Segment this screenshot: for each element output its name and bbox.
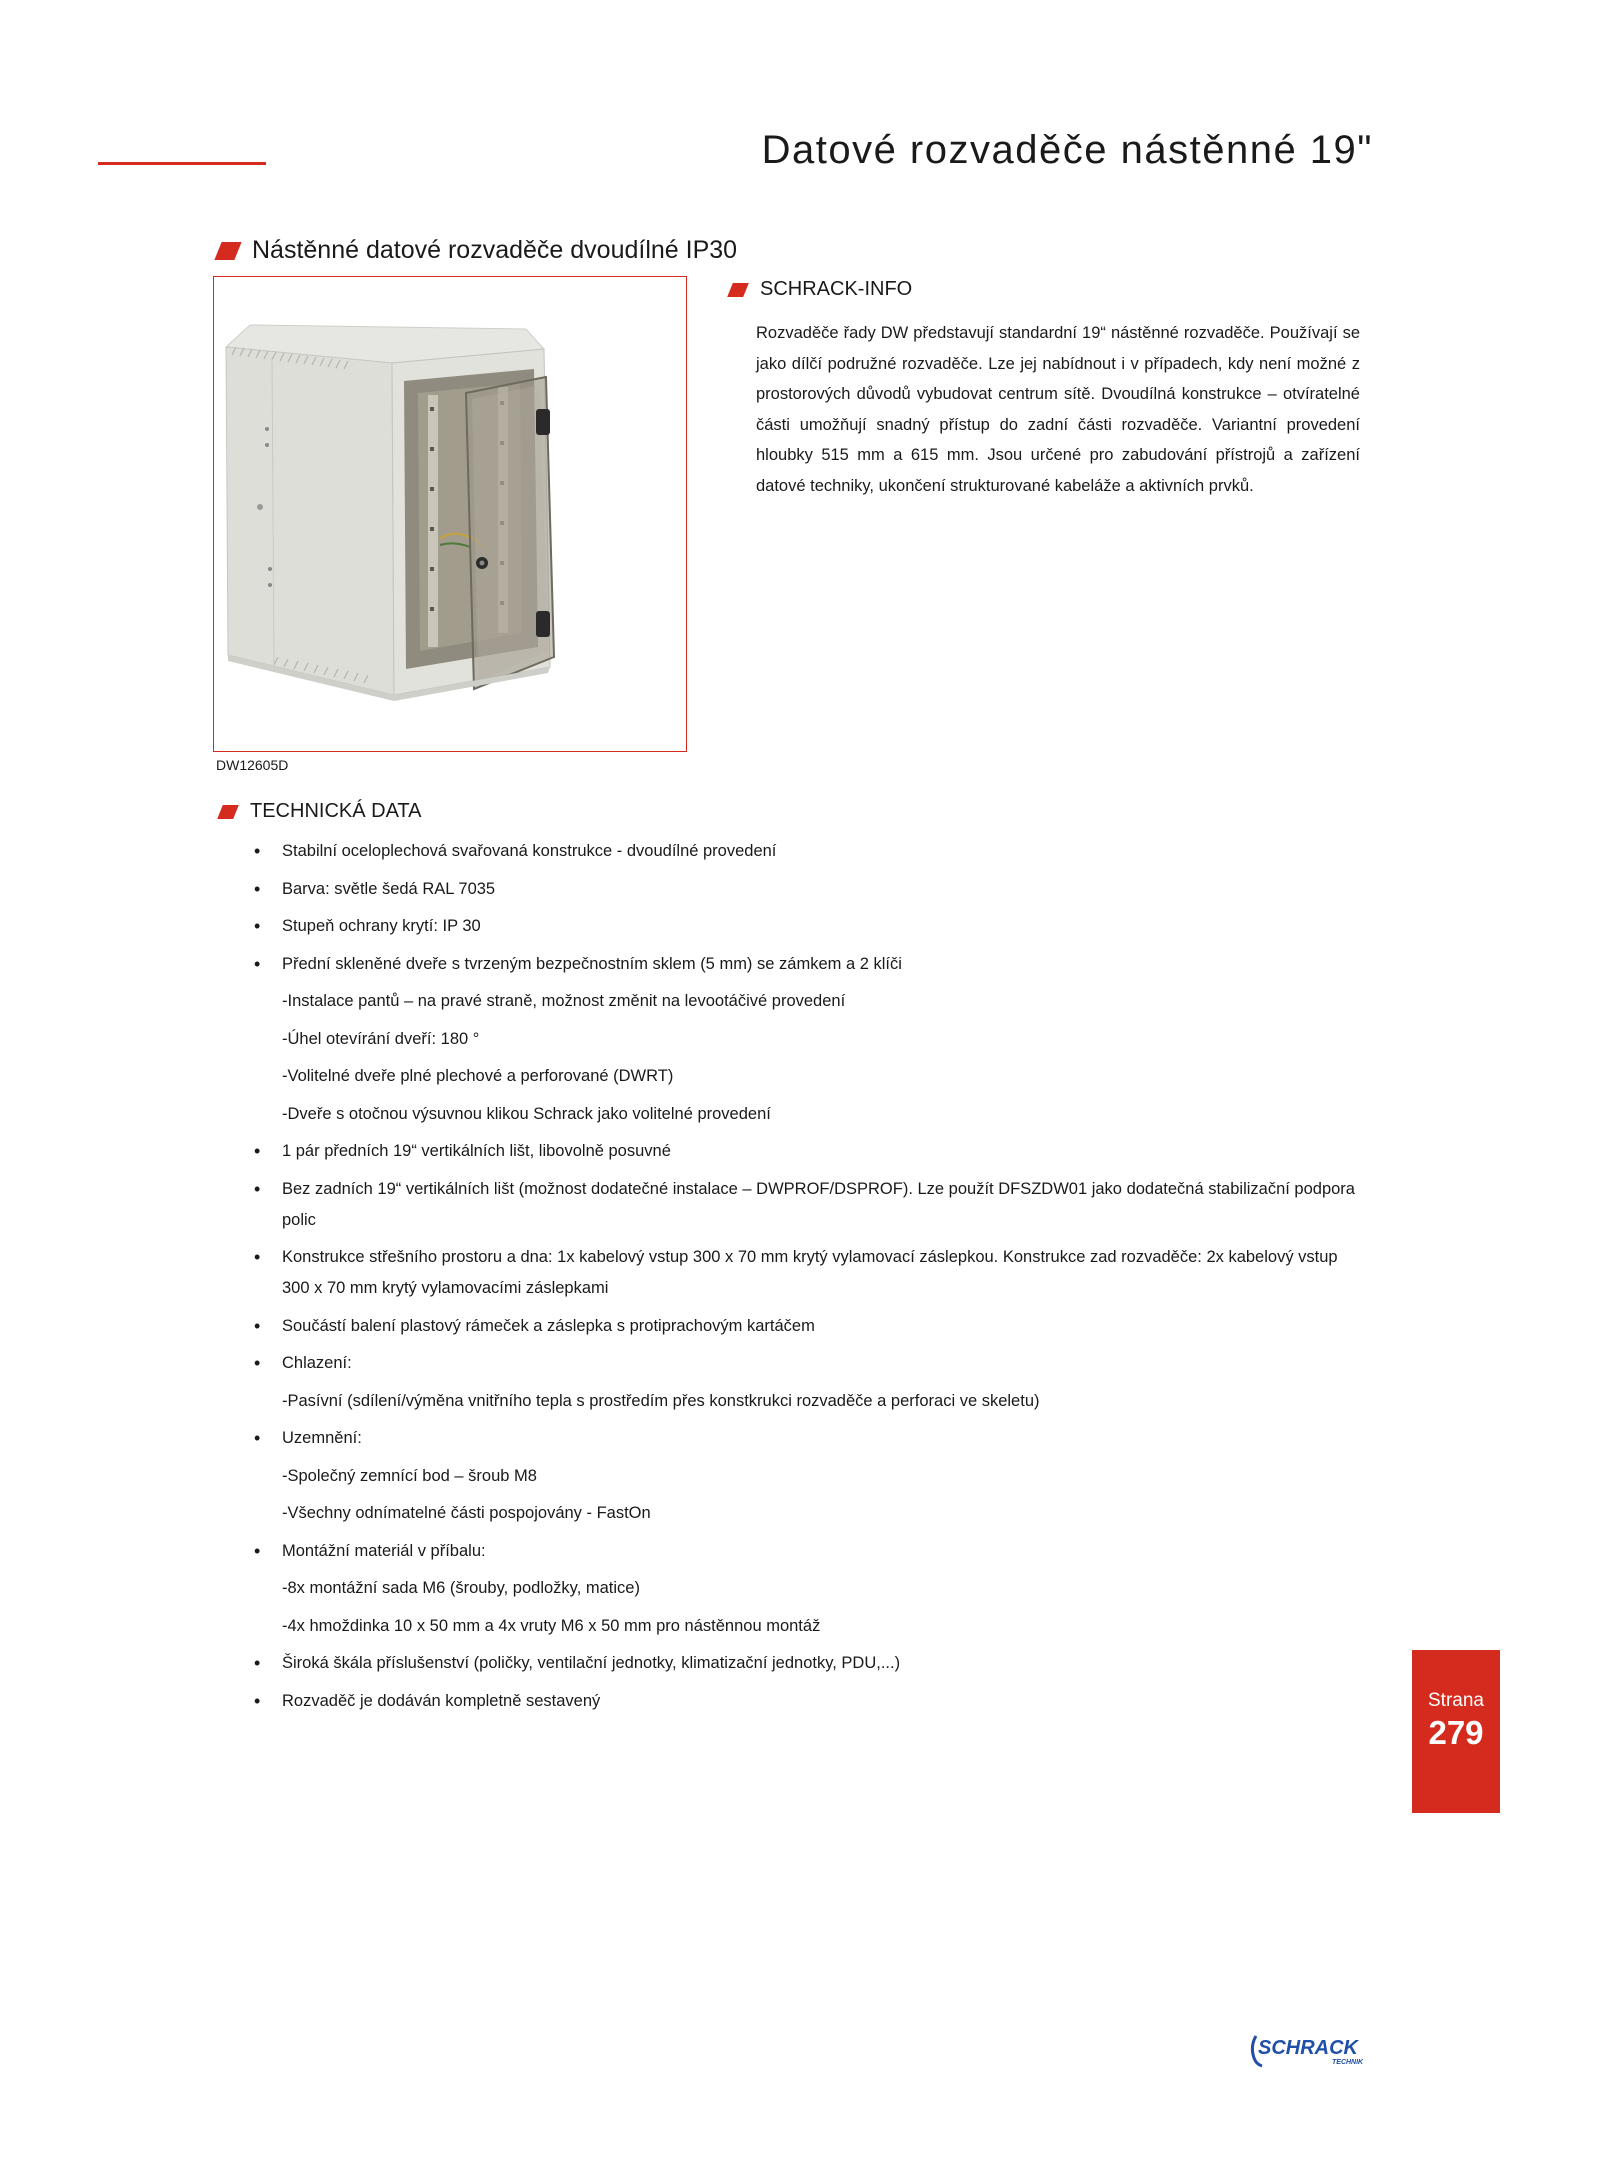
page-label: Strana	[1428, 1690, 1484, 1711]
section-marker-icon	[217, 805, 239, 819]
list-item: • Konstrukce střešního prostoru a dna: 1x kabelový vstup 300 x 70 mm krytý vylamovací záslepkou. Konstrukce zad rozvaděče: 2x kabelový vstup 300 x 70 mm krytý vylamovacími záslepkami	[252, 1242, 1364, 1304]
list-item: • Rozvaděč je dodáván kompletně sestavený	[252, 1686, 1364, 1717]
product-heading	[218, 236, 737, 265]
list-subitem: -Pasívní (sdílení/výměna vnitřního tepla s prostředím přes konstkrukci rozvaděče a perforaci ve skeletu)	[282, 1391, 1040, 1410]
list-subitem: -Úhel otevírání dveří: 180 °	[282, 1029, 480, 1048]
list-item: • Bez zadních 19“ vertikálních lišt (možnost dodatečné instalace – DWPROF/DSPROF). Lze použít DFSZDW01 jako dodatečná stabilizační podpora polic	[252, 1174, 1364, 1236]
section-marker-icon	[214, 242, 241, 260]
svg-text:SCHRACK: SCHRACK	[1258, 2037, 1358, 2059]
list-subitem: -Volitelné dveře plné plechové a perforované (DWRT)	[282, 1067, 674, 1085]
list-subitem: -Dveře s otočnou výsuvnou klikou Schrack jako volitelné provedení	[282, 1104, 771, 1123]
list-subitem: -8x montážní sada M6 (šrouby, podložky, matice)	[282, 1579, 640, 1597]
list-item: • Součástí balení plastový rámeček a záslepka s protiprachovým kartáčem	[252, 1311, 1364, 1342]
page-number: 279	[1428, 1714, 1484, 1751]
list-item: • Stupeň ochrany krytí: IP 30	[252, 911, 1364, 942]
list-subitem: -Instalace pantů – na pravé straně, možnost změnit na levootáčivé provedení	[282, 992, 846, 1010]
info-text: Rozvaděče řady DW představují standardní 19“ nástěnné rozvaděče. Používají se jako dílčí podružné rozvaděče. Lze jej nabídnout i v případech, kdy není možné z prostorových důvodů vybudovat centrum sítě. Dvoudílná konstrukce – otvíratelné části umožňují snadný přístup do zadní části rozvaděče. Variantní provedení hloubky 515 mm a 615 mm. Jsou určené pro zabudování přístrojů a zařízení datové techniky, ukončení strukturované kabeláže a aktivních prvků.	[756, 324, 1360, 495]
list-item: • Chlazení:	[252, 1348, 1364, 1379]
info-heading-text: SCHRACK-INFO	[760, 278, 913, 300]
list-item: • Uzemnění:	[252, 1423, 1364, 1454]
list-item: • Široká škála příslušenství (poličky, ventilační jednotky, klimatizační jednotky, PDU,...)	[252, 1648, 1364, 1679]
schrack-logo	[1248, 2030, 1374, 2072]
header-rule	[98, 162, 266, 165]
list-item: • Barva: světle šedá RAL 7035	[252, 874, 1364, 905]
page-number-tab	[1412, 1650, 1500, 1813]
product-code-caption: DW12605D	[216, 757, 289, 773]
list-subitem: -4x hmoždinka 10 x 50 mm a 4x vruty M6 x 50 mm pro nástěnnou montáž	[282, 1616, 821, 1635]
product-heading-text: Nástěnné datové rozvaděče dvoudílné IP30	[252, 236, 738, 264]
product-photo	[213, 276, 687, 752]
info-paragraph	[756, 318, 1360, 501]
list-item: • Montážní materiál v příbalu:	[252, 1536, 1364, 1567]
info-heading	[730, 278, 912, 301]
tech-heading-text: TECHNICKÁ DATA	[250, 800, 422, 822]
section-marker-icon	[727, 283, 749, 297]
list-item: • 1 pár předních 19“ vertikálních lišt, libovolně posuvné	[252, 1136, 1364, 1167]
page-title: Datové rozvaděče nástěnné 19"	[761, 128, 1373, 172]
list-item: • Přední skleněné dveře s tvrzeným bezpečnostním sklem (5 mm) se zámkem a 2 klíči	[252, 949, 1364, 980]
list-subitem: -Společný zemnící bod – šroub M8	[282, 1466, 537, 1485]
tech-list	[252, 836, 1364, 1723]
cabinet-image	[214, 277, 686, 751]
list-item: • Stabilní oceloplechová svařovaná konstrukce - dvoudílné provedení	[252, 836, 1364, 867]
list-subitem: -Všechny odnímatelné části pospojovány - FastOn	[282, 1504, 651, 1522]
svg-text:TECHNIK: TECHNIK	[1332, 2059, 1364, 2066]
tech-heading	[220, 800, 422, 823]
